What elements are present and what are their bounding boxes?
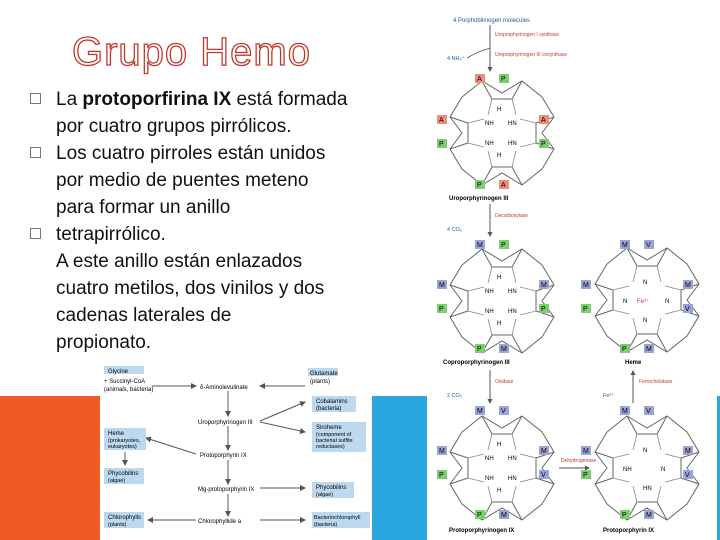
mg-proto-label: Mg-protoporphyrin IX <box>198 487 255 493</box>
diagram-label: P <box>501 76 506 83</box>
bullet-1-line-2: por cuatro grupos pirrólicos. <box>56 116 292 137</box>
glycine-label: Glycine <box>108 369 129 375</box>
diagram-label: P <box>622 512 627 519</box>
diagram-label: N <box>643 318 648 324</box>
diagram-label: 2 CO₂ <box>447 393 462 399</box>
heme-ring-label: Heme <box>625 360 642 366</box>
diagram-label: A <box>541 117 546 124</box>
diagram-label: M <box>439 448 445 455</box>
porphyrin-ring-diagram <box>427 8 717 540</box>
diagram-label: Uroporphyrinogen I synthase <box>495 32 560 38</box>
bullet-2-line-2: por medio de puentes meteno <box>56 170 309 191</box>
diagram-label: eukaryotes) <box>108 444 137 450</box>
diagram-label: (algae) <box>108 478 126 484</box>
diagram-label: (plants) <box>108 522 127 528</box>
diagram-label: 4 NH₄⁺ <box>447 56 465 62</box>
diagram-label: Decarboxylase <box>495 213 529 219</box>
diagram-label: M <box>477 408 483 415</box>
diagram-label: HN <box>508 141 517 147</box>
diagram-label: M <box>646 512 652 519</box>
uro3-ring-label: Uroporphyrinogen III <box>449 196 509 202</box>
diagram-label: P <box>477 512 482 519</box>
diagram-label: P <box>541 141 546 148</box>
diagram-label: P <box>477 182 482 189</box>
protogen-ring-label: Protoporphyrinogen IX <box>449 528 515 534</box>
diagram-label: NH <box>623 467 632 473</box>
diagram-label: HN <box>508 309 517 315</box>
diagram-label: NH <box>485 456 494 462</box>
proto9-label: Protoporphyrin IX <box>200 453 247 459</box>
diagram-label: HN <box>508 456 517 462</box>
phycobilins-left-label: Phycobilins <box>108 471 139 477</box>
bullet-list <box>30 86 402 356</box>
proto9-ring-label: Protoporphyrin IX <box>603 528 654 534</box>
diagram-label: H <box>497 275 502 281</box>
glutamate-source: (plants) <box>310 379 331 385</box>
bullet-1-line-1: La protoporfirina IX está formada <box>56 89 348 110</box>
diagram-label: M <box>685 448 691 455</box>
bullet-3-line-1: tetrapirrólico. <box>56 224 166 245</box>
diagram-label: HN <box>508 121 517 127</box>
diagram-label: NH <box>485 141 494 147</box>
diagram-label: NH <box>485 121 494 127</box>
copro-ring-label: Coproporphyrinogen III <box>443 360 510 366</box>
succinyl-source: (animals, bacteria) <box>104 387 154 393</box>
phycobilins-right-label: Phycobilins <box>316 485 347 491</box>
diagram-label: M <box>622 242 628 249</box>
diagram-label: M <box>646 346 652 353</box>
uro3-label: Uroporphyrinogen III <box>198 420 253 426</box>
bullet-2-line-3: para formar un anillo <box>56 197 231 218</box>
pbg-label: 4 Porphobilinogen molecules <box>453 18 531 24</box>
cobalamins-source: (bacteria) <box>316 406 342 412</box>
cobalamins-label: Cobalamins <box>316 399 348 405</box>
diagram-label: A <box>439 117 444 124</box>
diagram-label: H <box>497 321 502 327</box>
diagram-label: M <box>541 448 547 455</box>
diagram-label: HN <box>508 289 517 295</box>
diagram-label: N <box>643 448 648 454</box>
diagram-label: Uroporphyrinogen III cosynthase <box>495 52 568 58</box>
diagram-label: H <box>497 107 502 113</box>
bullet-3-line-3: cuatro metilos, dos vinilos y dos <box>56 278 325 299</box>
diagram-label: (component of <box>316 432 352 438</box>
slide-title: Grupo Hemo <box>72 30 311 74</box>
diagram-label: P <box>622 346 627 353</box>
diagram-label: H <box>497 488 502 494</box>
diagram-label: Fe³⁺ <box>637 299 650 305</box>
diagram-label: NH <box>485 309 494 315</box>
diagram-label: (algae) <box>316 492 334 498</box>
diagram-label: M <box>685 282 691 289</box>
diagram-label: N <box>661 467 666 473</box>
diagram-label: 4 CO₂ <box>447 227 462 233</box>
diagram-label: reductases) <box>316 444 345 450</box>
ala-label: δ-Aminolevulinate <box>200 385 248 391</box>
diagram-label: HN <box>508 476 517 482</box>
bacteriochlorophyll-label: Bacteriochlorophyll <box>314 515 361 521</box>
diagram-label: P <box>439 306 444 313</box>
bullet-3-line-5: propionato. <box>56 332 152 353</box>
chlorophyllide-label: Chlorophyllide a <box>198 519 242 525</box>
diagram-label: V <box>685 306 690 313</box>
diagram-label: A <box>477 76 482 83</box>
diagram-label: P <box>439 472 444 479</box>
diagram-label: P <box>541 306 546 313</box>
diagram-label: M <box>477 242 483 249</box>
bullet-2-line-1: Los cuatro pirroles están unidos <box>56 143 326 164</box>
diagram-label: Ferrochelatase <box>639 379 673 385</box>
diagram-label: N <box>623 299 628 305</box>
diagram-label: NH <box>485 289 494 295</box>
diagram-label: M <box>541 282 547 289</box>
diagram-label: bacterial sulfite <box>316 438 353 444</box>
diagram-label: Dehydrogenase <box>561 458 597 464</box>
diagram-label: N <box>665 299 670 305</box>
succinyl-label: + Succinyl-CoA <box>104 379 146 385</box>
diagram-label: M <box>622 408 628 415</box>
diagram-label: V <box>541 472 546 479</box>
diagram-label: M <box>501 346 507 353</box>
diagram-label: V <box>501 408 506 415</box>
diagram-label: V <box>685 472 690 479</box>
bullet-3-line-2: A este anillo están enlazados <box>56 251 303 272</box>
orange-decoration <box>0 396 112 540</box>
diagram-label: P <box>583 472 588 479</box>
pathway-diagram <box>100 360 372 540</box>
diagram-label: A <box>501 182 506 189</box>
diagram-label: P <box>439 141 444 148</box>
diagram-label: Fe²⁺ <box>603 393 615 399</box>
chlorophylls-label: Chlorophylls <box>108 515 142 521</box>
siroheme-label: Siroheme <box>316 425 342 431</box>
diagram-label: (prokaryotes, <box>108 438 141 444</box>
diagram-label: P <box>583 306 588 313</box>
diagram-label: M <box>501 512 507 519</box>
heme-label: Heme <box>108 431 125 437</box>
glutamate-label: Glutamate <box>310 371 338 377</box>
diagram-label: P <box>501 242 506 249</box>
diagram-label: Oxidase <box>495 379 514 385</box>
diagram-label: NH <box>485 476 494 482</box>
diagram-label: M <box>583 282 589 289</box>
diagram-label: HN <box>643 486 652 492</box>
diagram-label: M <box>439 282 445 289</box>
diagram-label: P <box>477 346 482 353</box>
diagram-label: H <box>497 442 502 448</box>
bullet-3-line-4: cadenas laterales de <box>56 305 232 326</box>
diagram-label: H <box>497 153 502 159</box>
diagram-label: V <box>646 242 651 249</box>
diagram-label: (bacteria) <box>314 522 338 528</box>
diagram-label: N <box>643 280 648 286</box>
diagram-label: V <box>646 408 651 415</box>
diagram-label: M <box>583 448 589 455</box>
